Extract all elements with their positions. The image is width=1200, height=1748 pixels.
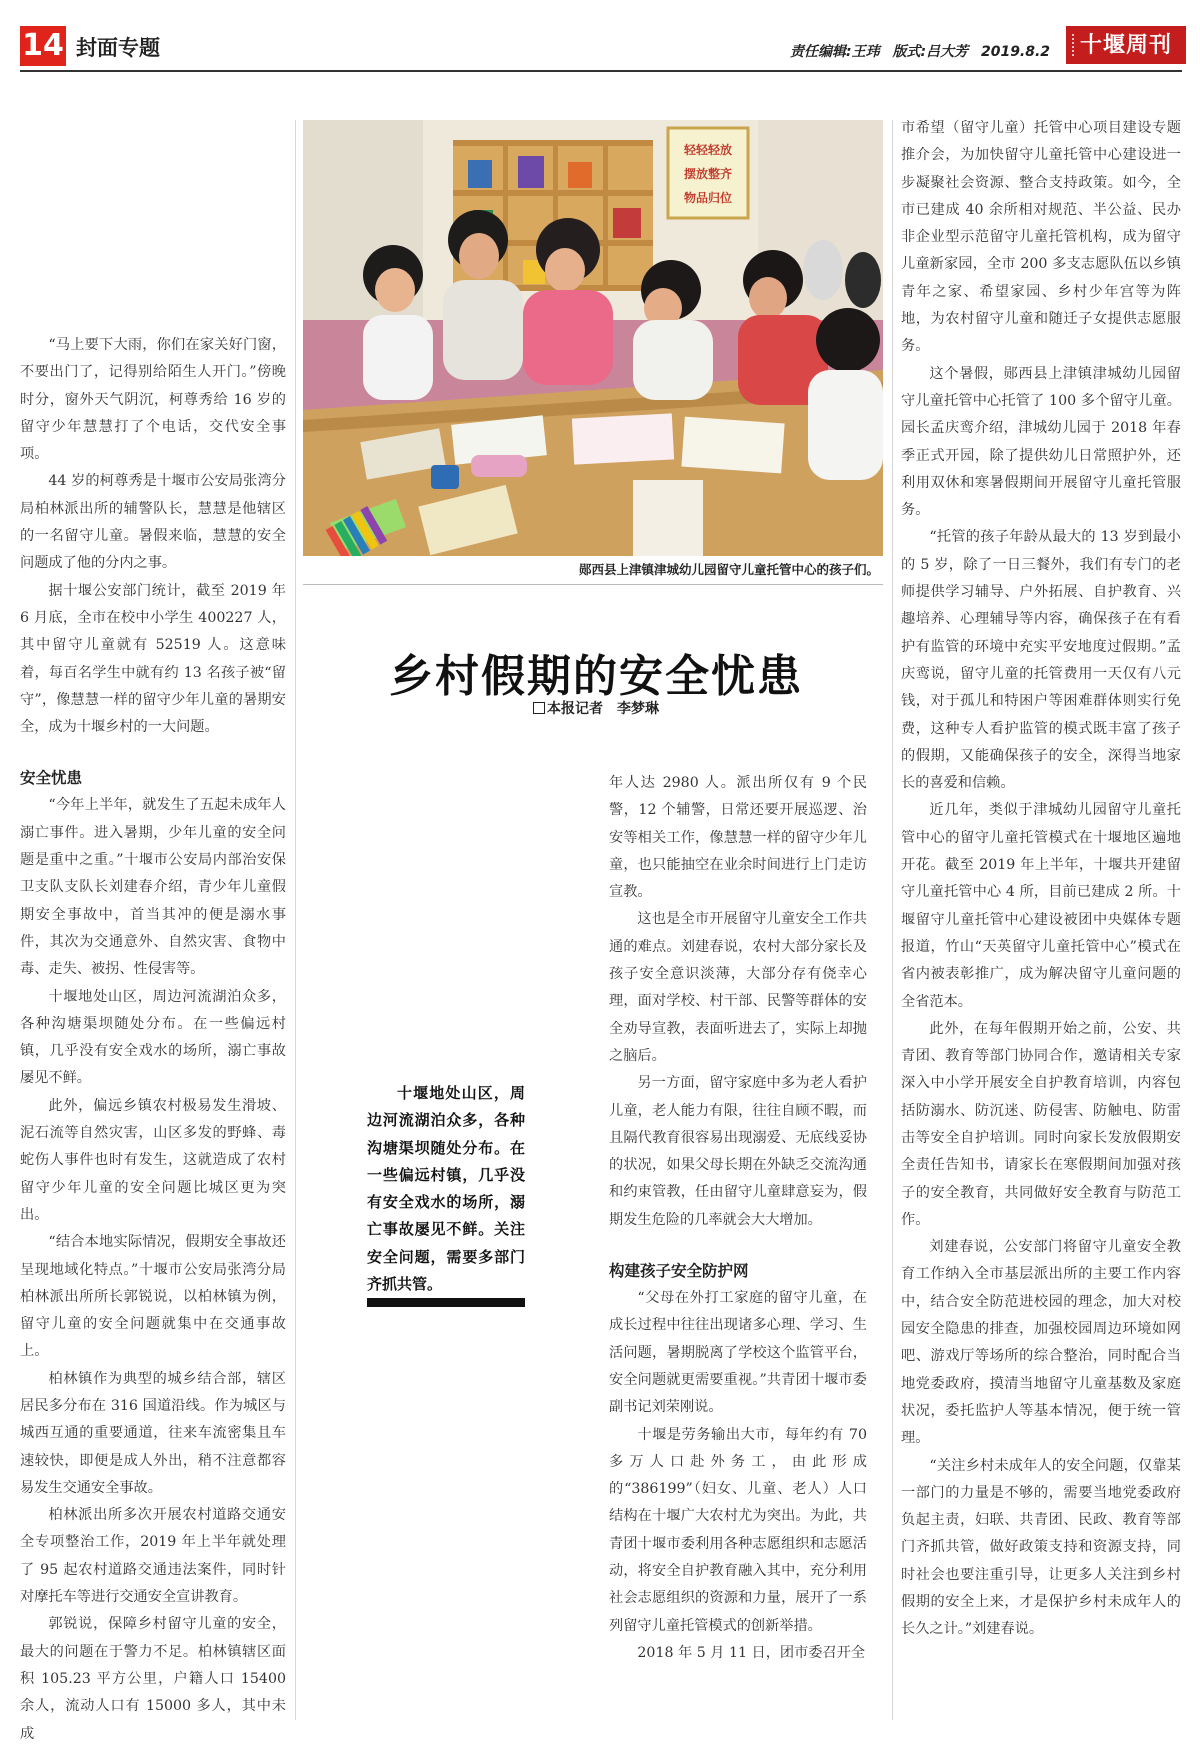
section-name: 封面专题 xyxy=(76,36,160,60)
article-photo xyxy=(303,120,883,556)
board-line-1: 轻轻轻放 xyxy=(683,143,733,157)
paragraph: 此外，在每年假期开始之前，公安、共青团、教育等部门协同合作，邀请相关专家深入中小学开展安全自护教育培训，内容包括防溺水、防沉迷、防侵害、防触电、防雷击等安全自护培训。同时向家长发放假期安全责任告知书，请家长在寒假期间加强对孩子的安全教育，共同做好安全教育与防范工作。 xyxy=(901,1020,1181,1228)
paragraph: 市希望（留守儿童）托管中心项目建设专题推介会，为加快留守儿童托管中心建设进一步凝聚社会资源、整合支持政策。如今，全市已建成 40 余所相对规范、半公益、民办非企业型示范留守儿童托管机构，成为留守儿童新家园，全市 200 多支志愿队伍以乡镇青年之家、希望家园、乡村少年宫等为阵地，为农村留守儿童和随迁子女提供志愿服务。 xyxy=(901,120,1181,355)
column-divider xyxy=(892,120,893,1720)
board-line-3: 物品归位 xyxy=(683,191,733,205)
paragraph: 刘建春说，公安部门将留守儿童安全教育工作纳入全市基层派出所的主要工作内容中，结合安全防范进校园的理念，加大对校园安全隐患的排查，加强校园周边环境如网吧、游戏厅等场所的综合整治，同时配合当地党委政府，摸清当地留守儿童基数及家庭状况，委托监护人等基本情况，便于统一管理。 xyxy=(901,1239,1181,1447)
paragraph: 十堰地处山区，周边河流湖泊众多，各种沟塘渠坝随处分布。在一些偏远村镇，几乎没有安全戏水的场所，溺亡事故屡见不鲜。 xyxy=(20,988,286,1087)
article-title: 乡村假期的安全忧患 xyxy=(389,651,803,702)
article-column-3 xyxy=(609,770,867,1667)
board-line-2: 摆放整齐 xyxy=(683,167,733,181)
paragraph: 柏林派出所多次开展农村道路交通安全专项整治工作，2019 年上半年就处理了 95 起农村道路交通违法案件，同时针对摩托车等进行交通安全宣讲教育。 xyxy=(20,1507,286,1606)
subheading-safety: 安全忧患 xyxy=(20,769,83,788)
article-column-4 xyxy=(901,115,1181,1644)
pull-quote xyxy=(367,1080,525,1298)
paragraph: 此外，偏远乡镇农村极易发生滑坡、泥石流等自然灾害，山区多发的野蜂、毒蛇伤人事件也时有发生，这就造成了农村留守少年儿童的安全问题比城区更为突出。 xyxy=(20,1097,286,1223)
article-column-1 xyxy=(20,332,286,1748)
publication-logo: 十堰周刊 xyxy=(1066,26,1186,64)
byline xyxy=(303,698,889,718)
paragraph: 44 岁的柯尊秀是十堰市公安局张湾分局柏林派出所的辅警队长，慧慧是他辖区的一名留守儿童。暑假来临，慧慧的安全问题成了他的分内之事。 xyxy=(20,473,286,572)
paragraph: “结合本地实际情况，假期安全事故还呈现地域化特点。”十堰市公安局张湾分局柏林派出所所长郭锐说，以柏林镇为例，留守儿童的安全问题就集中在交通事故上。 xyxy=(20,1234,286,1360)
paragraph: 这也是全市开展留守儿童安全工作共通的难点。刘建春说，农村大部分家长及孩子安全意识淡薄，大部分存有侥幸心理，面对学校、村干部、民警等群体的安全劝导宣教，表面听进去了，实际上却抛之脑后。 xyxy=(609,911,867,1064)
paragraph: “今年上半年，就发生了五起未成年人溺亡事件。进入暑期，少年儿童的安全问题是重中之重。”十堰市公安局内部治安保卫支队支队长刘建春介绍，青少年儿童假期安全事故中，首当其冲的便是溺水事件，其次为交通意外、自然灾害、食物中毒、走失、被拐、性侵害等。 xyxy=(20,797,286,978)
paragraph: “马上要下大雨，你们在家关好门窗，不要出门了，记得别给陌生人开门。”傍晚时分，窗外天气阴沉，柯尊秀给 16 岁的留守少年慧慧打了个电话，交代安全事项。 xyxy=(20,337,286,463)
paragraph: 郭锐说，保障乡村留守儿童的安全，最大的问题在于警力不足。柏林镇辖区面积 105.23 平方公里，户籍人口 15400 余人，流动人口有 15000 多人，其中未成 xyxy=(20,1616,286,1742)
paragraph: 另一方面，留守家庭中多为老人看护儿童，老人能力有限，往往自顾不暇，而且隔代教育很容易出现溺爱、无底线妥协的状况，如果父母长期在外缺乏交流沟通和约束管教，任由留守儿童肆意妄为，假期发生危险的几率就会大大增加。 xyxy=(609,1075,867,1228)
column-divider xyxy=(295,120,296,1720)
paragraph: 这个暑假，郧西县上津镇津城幼儿园留守儿童托管中心托管了 100 多个留守儿童。园长孟庆鸾介绍，津城幼儿园于 2018 年春季正式开园，除了提供幼儿日常照护外，还利用双休和寒暑假期间开展留守儿童托管服务。 xyxy=(901,365,1181,519)
header-rule xyxy=(20,70,1182,72)
pull-quote-bar xyxy=(367,1298,525,1307)
caption-rule xyxy=(303,584,883,585)
photo-caption: 郧西县上津镇津城幼儿园留守儿童托管中心的孩子们。 xyxy=(578,562,879,577)
byline-text: 本报记者 李梦琳 xyxy=(547,701,659,717)
paragraph: 据十堰公安部门统计，截至 2019 年 6 月底，全市在校中小学生 400227 人，其中留守儿童就有 52519 人。这意味着，每百名学生中就有约 13 名孩子被“留守”，像慧慧一样的留守少年儿童的暑期安全，成为十堰乡村的一大问题。 xyxy=(20,582,286,736)
paragraph: 2018 年 5 月 11 日，团市委召开全 xyxy=(637,1644,866,1661)
paragraph: 近几年，类似于津城幼儿园留守儿童托管中心的留守儿童托管模式在十堰地区遍地开花。截至 2019 年上半年，十堰共开建留守儿童托管中心 4 所，目前已建成 2 所。十堰留守儿童托管中心建设被团中央媒体专题报道，竹山“天英留守儿童托管中心”模式在省内被表彰推广，成为解决留守儿童问题的全省范本。 xyxy=(901,802,1181,1010)
paragraph: “父母在外打工家庭的留守儿童，在成长过程中往往出现诸多心理、学习、生活问题，暑期脱离了学校这个监管平台，安全问题就更需要重视。”共青团十堰市委副书记刘荣刚说。 xyxy=(609,1290,867,1416)
photo-illustration xyxy=(303,120,883,556)
paragraph: 年人达 2980 人。派出所仅有 9 个民警，12 个辅警，日常还要开展巡逻、治安等相关工作，像慧慧一样的留守少年儿童，也只能抽空在业余时间进行上门走访宣教。 xyxy=(609,775,867,901)
page-header xyxy=(20,22,1182,72)
byline-box-icon xyxy=(533,702,545,714)
pull-quote-text: 十堰地处山区，周边河流湖泊众多，各种沟塘渠坝随处分布。在一些偏远村镇，几乎没有安全戏水的场所，溺亡事故屡见不鲜。关注安全问题，需要多部门齐抓共管。 xyxy=(367,1084,525,1294)
paragraph: “关注乡村未成年人的安全问题，仅靠某一部门的力量是不够的，需要当地党委政府负起主责，妇联、共青团、民政、教育等部门齐抓共管，做好政策支持和资源支持，同时社会也要注重引导，让更多人关注到乡村假期的安全上来，才是保护乡村未成年人的长久之计。”刘建春说。 xyxy=(901,1457,1181,1638)
layout-credit: 版式:吕大芳 xyxy=(892,44,969,60)
paragraph: “托管的孩子年龄从最大的 13 岁到最小的 5 岁，除了一日三餐外，我们有专门的老师提供学习辅导、户外拓展、自护教育、兴趣培养、心理辅导等内容，确保孩子在有看护有监管的环境中充实平安地度过假期。”孟庆鸾说，留守儿童的托管费用一天仅有八元钱，对于孤儿和特困户等困难群体则实行免费，这种专人看护监管的模式既丰富了孩子的假期，又能确保孩子的安全，深得当地家长的喜爱和信赖。 xyxy=(901,529,1181,792)
paragraph: 柏林镇作为典型的城乡结合部，辖区居民多分布在 316 国道沿线。作为城区与城西互通的重要通道，往来车流密集且车速较快，即便是成人外出，稍不注意都容易发生交通安全事故。 xyxy=(20,1370,286,1496)
issue-date: 2019.8.2 xyxy=(980,44,1051,60)
page-number: 14 xyxy=(20,26,66,66)
credits xyxy=(790,41,1058,61)
paragraph: 十堰是劳务输出大市，每年约有 70 多万人口赴外务工，由此形成的“386199”（妇女、儿童、老人）人口结构在十堰广大农村尤为突出。为此，共青团十堰市委利用各种志愿组织和志愿活动，将安全自护教育融入其中，充分利用社会志愿组织的资源和力量，展开了一系列留守儿童托管模式的创新举措。 xyxy=(609,1426,867,1634)
editor-credit: 责任编辑:王玮 xyxy=(790,44,880,60)
subheading-protection: 构建孩子安全防护网 xyxy=(609,1262,749,1281)
